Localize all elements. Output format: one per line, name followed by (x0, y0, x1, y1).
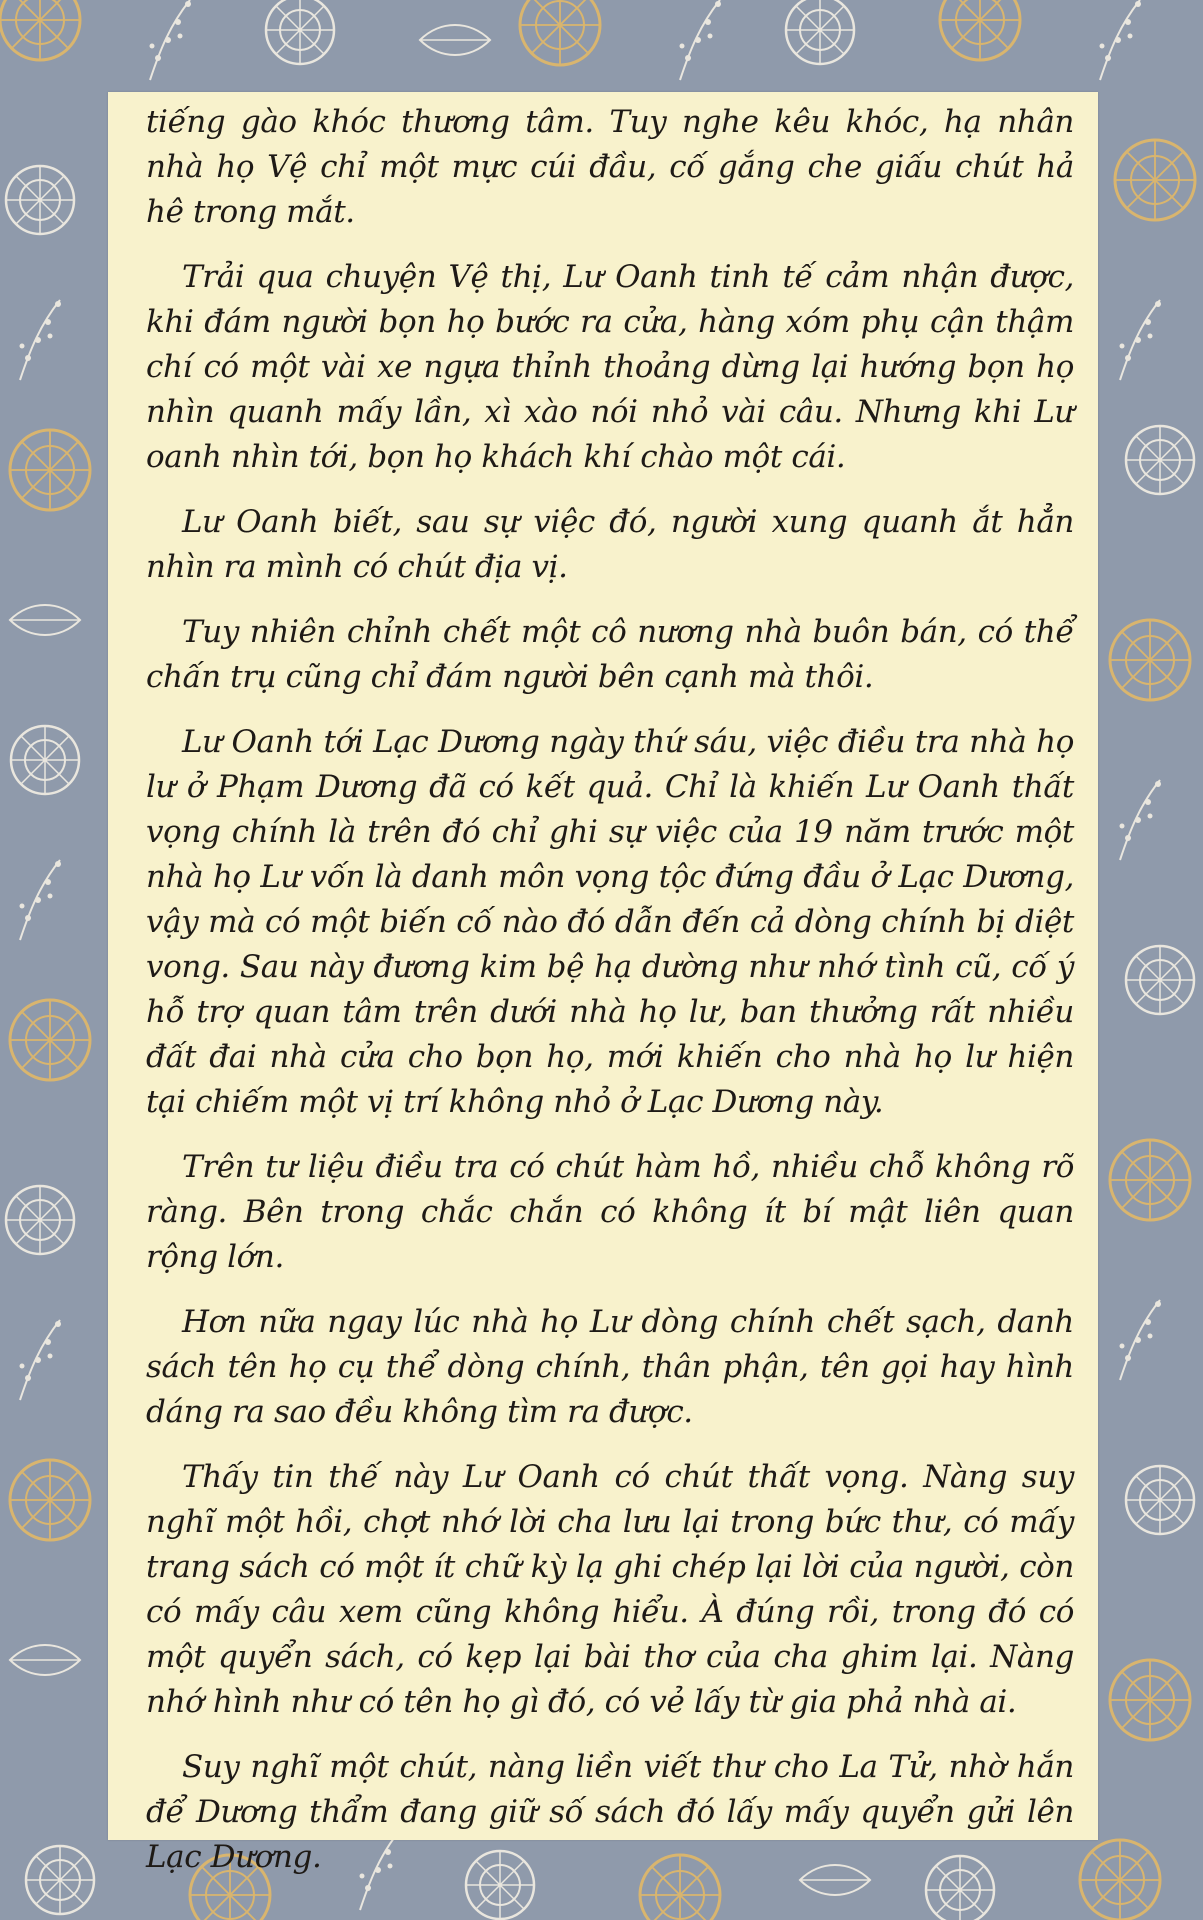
text-page (108, 92, 1098, 1875)
paragraph-1: tiếng gào khóc thương tâm. Tuy nghe kêu khóc, hạ nhân nhà họ Vệ chỉ một mực cúi đầu, cố gắng che giấu chút hả hê trong mắt. (146, 104, 1074, 230)
paragraph-4: Tuy nhiên chỉnh chết một cô nương nhà buôn bán, có thể chấn trụ cũng chỉ đám người bên cạnh mà thôi. (146, 614, 1074, 695)
paragraph-7: Hơn nữa ngay lúc nhà họ Lư dòng chính chết sạch, danh sách tên họ cụ thể dòng chính, thân phận, tên gọi hay hình dáng ra sao đều không tìm ra được. (146, 1304, 1074, 1430)
paragraph-8: Thấy tin thế này Lư Oanh có chút thất vọng. Nàng suy nghĩ một hồi, chợt nhớ lời cha lưu lại trong bức thư, có mấy trang sách có một ít chữ kỳ lạ ghi chép lại lời của người, còn có mấy câu xem cũng không hiểu. À đúng rồi, trong đó có một quyển sách, có kẹp lại bài thơ của cha ghim lại. Nàng nhớ hình như có tên họ gì đó, có vẻ lấy từ gia phả nhà ai. (146, 1459, 1074, 1720)
paragraph-3: Lư Oanh biết, sau sự việc đó, người xung quanh ắt hẳn nhìn ra mình có chút địa vị. (146, 504, 1074, 585)
paragraph-9: Suy nghĩ một chút, nàng liền viết thư cho La Tử, nhờ hắn để Dương thẩm đang giữ số sách đó lấy mấy quyển gửi lên Lạc Dương. (146, 1749, 1074, 1875)
paragraph-6: Trên tư liệu điều tra có chút hàm hồ, nhiều chỗ không rõ ràng. Bên trong chắc chắn có không ít bí mật liên quan rộng lớn. (146, 1149, 1074, 1275)
paragraph-5: Lư Oanh tới Lạc Dương ngày thứ sáu, việc điều tra nhà họ lư ở Phạm Dương đã có kết quả. Chỉ là khiến Lư Oanh thất vọng chính là trên đó chỉ ghi sự việc của 19 năm trước một nhà họ Lư vốn là danh môn vọng tộc đứng đầu ở Lạc Dương, vậy mà có một biến cố nào đó dẫn đến cả dòng chính bị diệt vong. Sau này đương kim bệ hạ dường như nhớ tình cũ, cố ý hỗ trợ quan tâm trên dưới nhà họ lư, ban thưởng rất nhiều đất đai nhà cửa cho bọn họ, mới khiến cho nhà họ lư hiện tại chiếm một vị trí không nhỏ ở Lạc Dương này. (146, 724, 1074, 1120)
paragraph-2: Trải qua chuyện Vệ thị, Lư Oanh tinh tế cảm nhận được, khi đám người bọn họ bước ra cửa, hàng xóm phụ cận thậm chí có một vài xe ngựa thỉnh thoảng dừng lại hướng bọn họ nhìn quanh mấy lần, xì xào nói nhỏ vài câu. Nhưng khi Lư oanh nhìn tới, bọn họ khách khí chào một cái. (146, 259, 1074, 475)
